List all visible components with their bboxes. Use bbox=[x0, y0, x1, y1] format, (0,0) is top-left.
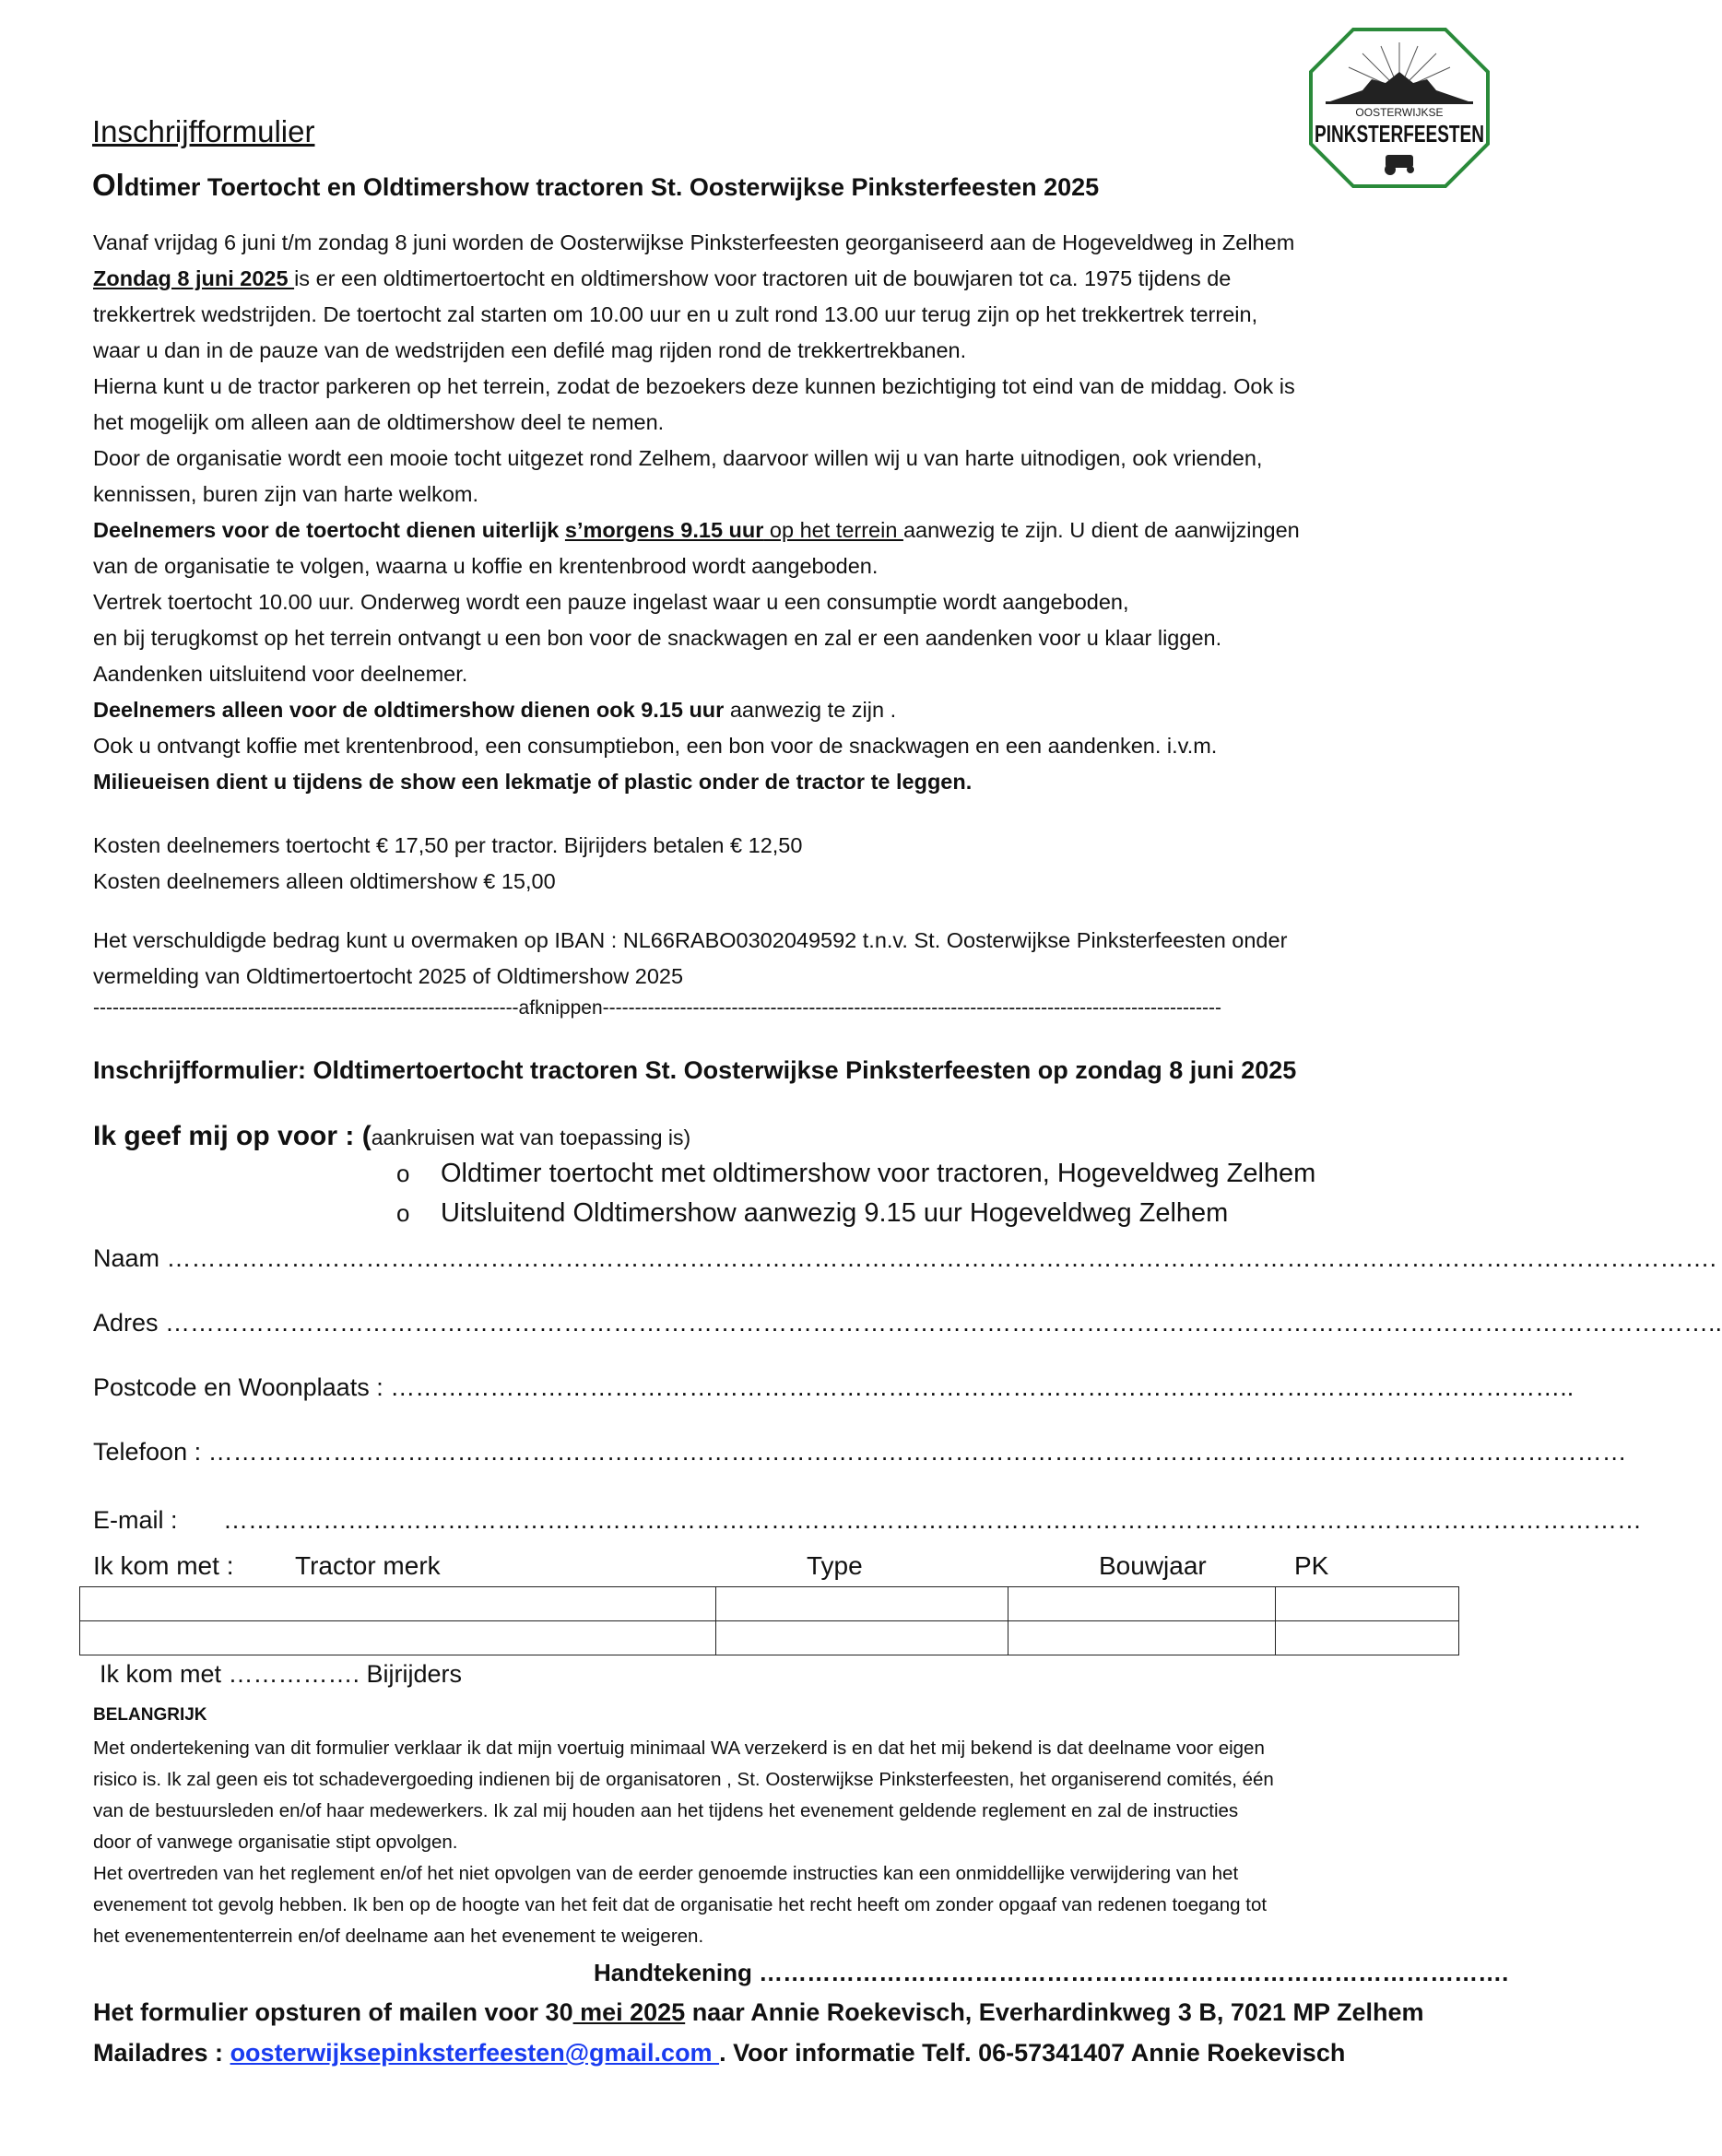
tractor-table bbox=[79, 1586, 1459, 1655]
cut-line: ------------------------------------------------------------------afknippen------------------------------------------------------------------------------------------------ bbox=[93, 997, 1221, 1019]
costs-block bbox=[93, 828, 802, 900]
subtitle-rest: dtimer Toertocht en Oldtimershow tractoren St. Oosterwijkse Pinksterfeesten 2025 bbox=[124, 173, 1100, 201]
email-link[interactable]: oosterwijksepinksterfeesten@gmail.com bbox=[230, 2039, 720, 2067]
intro-line: trekkertrek wedstrijden. De toertocht zal starten om 10.00 uur en u zult rond 13.00 uur terug zijn op het trekkertrek terrein, bbox=[93, 302, 1258, 326]
legal-line: Het overtreden van het reglement en/of het niet opvolgen van de eerder genoemde instructies kan een onmiddellijke verwijdering van het bbox=[93, 1863, 1239, 1884]
arrival-place: op het terrein bbox=[763, 518, 903, 542]
intro-line: Aandenken uitsluitend voor deelnemer. bbox=[93, 662, 468, 686]
table-row bbox=[80, 1587, 1459, 1621]
intro-line: Hierna kunt u de tractor parkeren op het terrein, zodat de bezoekers deze kunnen bezichtiging tot eind van de middag. Ook is bbox=[93, 374, 1295, 398]
intro-line: kennissen, buren zijn van harte welkom. bbox=[93, 482, 478, 506]
adres-field[interactable]: Adres …………………………………………………………………………………………………………………………………………………………………….. bbox=[93, 1309, 1722, 1337]
intro-line bbox=[93, 261, 1457, 297]
legal-line: door of vanwege organisatie stipt opvolgen. bbox=[93, 1832, 458, 1853]
radio-circle-icon[interactable]: o bbox=[396, 1160, 410, 1187]
logo-line2: PINKSTERFEESTEN bbox=[1315, 120, 1484, 147]
subtitle-first: Ol bbox=[92, 168, 124, 202]
footer-mail-line bbox=[93, 2039, 1345, 2068]
payment-block bbox=[93, 923, 1287, 995]
cost-line: Kosten deelnemers alleen oldtimershow € 15,00 bbox=[93, 869, 556, 893]
intro-text bbox=[93, 225, 1457, 800]
belangrijk-heading: BELANGRIJK bbox=[93, 1705, 207, 1725]
header-pk: PK bbox=[1294, 1551, 1329, 1580]
intro-line: Milieueisen dient u tijdens de show een lekmatje of plastic onder de tractor te leggen. bbox=[93, 770, 973, 794]
footer-send-line bbox=[93, 1998, 1424, 2027]
intro-line: van de organisatie te volgen, waarna u koffie en krentenbrood wordt aangeboden. bbox=[93, 554, 879, 578]
intro-line: Vanaf vrijdag 6 juni t/m zondag 8 juni worden de Oosterwijkse Pinksterfeesten georganiseerd aan de Hogeveldweg in Zelhem bbox=[93, 230, 1295, 254]
naam-field[interactable]: Naam ……………………………………………………………………………………………………………………………………………………………………. bbox=[93, 1244, 1717, 1272]
header-type: Type bbox=[807, 1551, 863, 1580]
header-tractor-merk: Tractor merk bbox=[295, 1551, 441, 1580]
option-label: Uitsluitend Oldtimershow aanwezig 9.15 uur Hogeveldweg Zelhem bbox=[441, 1198, 1229, 1228]
page-subtitle bbox=[92, 168, 1099, 203]
signup-heading bbox=[93, 1121, 690, 1152]
intro-line: het mogelijk om alleen aan de oldtimershow deel te nemen. bbox=[93, 410, 665, 434]
intro-line-rest: is er een oldtimertoertocht en oldtimershow voor tractoren uit de bouwjaren tot ca. 1975 tijdens de bbox=[294, 266, 1232, 290]
email-field[interactable]: ……………………………………………………………………………………………………………………………………………………… bbox=[223, 1506, 1642, 1534]
footer-deadline: mei 2025 bbox=[572, 1998, 686, 2026]
option-toertocht[interactable] bbox=[396, 1159, 1315, 1189]
tractor-merk-cell[interactable] bbox=[80, 1587, 716, 1621]
mail-label: Mailadres : bbox=[93, 2039, 230, 2067]
footer-send-a: Het formulier opsturen of mailen voor 30 bbox=[93, 1998, 573, 2026]
arrival-time: s’morgens 9.15 uur bbox=[564, 518, 764, 542]
postcode-woonplaats-field[interactable]: Postcode en Woonplaats : …………………………………………………………………………………………………………………………….. bbox=[93, 1373, 1575, 1401]
type-cell[interactable] bbox=[716, 1621, 1008, 1655]
option-oldtimershow[interactable] bbox=[396, 1198, 1228, 1229]
email-label: E-mail : bbox=[93, 1506, 178, 1534]
show-arrival-rest: aanwezig te zijn . bbox=[724, 698, 897, 722]
payment-line: Het verschuldigde bedrag kunt u overmaken op IBAN : NL66RABO0302049592 t.n.v. St. Oosterwijkse Pinksterfeesten onder bbox=[93, 928, 1288, 952]
handtekening-field[interactable]: Handtekening …………………………………………………………………………………. bbox=[594, 1959, 1509, 1986]
bouwjaar-cell[interactable] bbox=[1008, 1621, 1276, 1655]
intro-line: en bij terugkomst op het terrein ontvangt u een bon voor de snackwagen en zal er een aandenken voor u klaar liggen. bbox=[93, 626, 1222, 650]
legal-line: Met ondertekening van dit formulier verklaar ik dat mijn voertuig minimaal WA verzekerd is en dat het mij bekend is dat deelname voor eigen bbox=[93, 1738, 1265, 1759]
intro-line: Vertrek toertocht 10.00 uur. Onderweg wordt een pauze ingelast waar u een consumptie wordt aangeboden, bbox=[93, 590, 1129, 614]
intro-line: Door de organisatie wordt een mooie tocht uitgezet rond Zelhem, daarvoor willen wij u van harte uitnodigen, ook vrienden, bbox=[93, 446, 1263, 470]
legal-line: van de bestuursleden en/of haar medewerkers. Ik zal mij houden aan het tijdens het evenement geldende reglement en zal de instructies bbox=[93, 1800, 1239, 1821]
bijrijders-field[interactable]: Ik kom met ……………. Bijrijders bbox=[100, 1660, 463, 1688]
radio-circle-icon[interactable]: o bbox=[396, 1199, 410, 1227]
signup-heading-note: aankruisen wat van toepassing is) bbox=[371, 1125, 691, 1149]
legal-text bbox=[93, 1733, 1448, 1952]
ik-kom-met-label: Ik kom met : bbox=[93, 1551, 234, 1580]
intro-line bbox=[93, 512, 1457, 548]
payment-line: vermelding van Oldtimertoertocht 2025 of Oldtimershow 2025 bbox=[93, 964, 684, 988]
signup-heading-bold: Ik geef mij op voor : ( bbox=[93, 1121, 372, 1151]
option-label: Oldtimer toertocht met oldtimershow voor tractoren, Hogeveldweg Zelhem bbox=[441, 1159, 1316, 1188]
intro-line bbox=[93, 692, 1457, 728]
legal-line: evenement tot gevolg hebben. Ik ben op de hoogte van het feit dat de organisatie het recht heeft om zonder opgaaf van redenen toegang tot bbox=[93, 1894, 1268, 1915]
legal-line: risico is. Ik zal geen eis tot schadevergoeding indienen bij de organisatoren , St. Oosterwijkse Pinksterfeesten, het organiserend comités, één bbox=[93, 1769, 1274, 1790]
logo-line1: OOSTERWIJKSE bbox=[1355, 106, 1444, 119]
intro-line: Ook u ontvangt koffie met krentenbrood, een consumptiebon, een bon voor de snackwagen en een aandenken. i.v.m. bbox=[93, 734, 1218, 758]
arrival-bold: Deelnemers voor de toertocht dienen uiterlijk bbox=[93, 518, 565, 542]
tractor-merk-cell[interactable] bbox=[80, 1621, 716, 1655]
pk-cell[interactable] bbox=[1276, 1621, 1459, 1655]
arrival-rest: aanwezig te zijn. U dient de aanwijzingen bbox=[902, 518, 1300, 542]
event-date: Zondag 8 juni 2025 bbox=[93, 266, 295, 290]
header-bouwjaar: Bouwjaar bbox=[1099, 1551, 1207, 1580]
footer-address: naar Annie Roekevisch, Everhardinkweg 3 B, 7021 MP Zelhem bbox=[685, 1998, 1424, 2026]
legal-line: het evenemententerrein en/of deelname aan het evenement te weigeren. bbox=[93, 1926, 704, 1947]
cost-line: Kosten deelnemers toertocht € 17,50 per tractor. Bijrijders betalen € 12,50 bbox=[93, 833, 803, 857]
telefoon-field[interactable]: Telefoon : ……………………………………………………………………………………………………………………………………………………… bbox=[93, 1438, 1627, 1466]
type-cell[interactable] bbox=[716, 1587, 1008, 1621]
pinksterfeesten-logo bbox=[1307, 26, 1492, 190]
bouwjaar-cell[interactable] bbox=[1008, 1587, 1276, 1621]
table-row bbox=[80, 1621, 1459, 1655]
footer-info: . Voor informatie Telf. 06-57341407 Annie Roekevisch bbox=[719, 2039, 1346, 2067]
show-arrival-bold: Deelnemers alleen voor de oldtimershow dienen ook 9.15 uur bbox=[93, 698, 725, 722]
pk-cell[interactable] bbox=[1276, 1587, 1459, 1621]
page-title: Inschrijfformulier bbox=[92, 114, 315, 148]
form-title: Inschrijfformulier: Oldtimertoertocht tractoren St. Oosterwijkse Pinksterfeesten op zondag 8 juni 2025 bbox=[93, 1056, 1297, 1084]
intro-line: waar u dan in de pauze van de wedstrijden een defilé mag rijden rond de trekkertrekbanen. bbox=[93, 338, 967, 362]
